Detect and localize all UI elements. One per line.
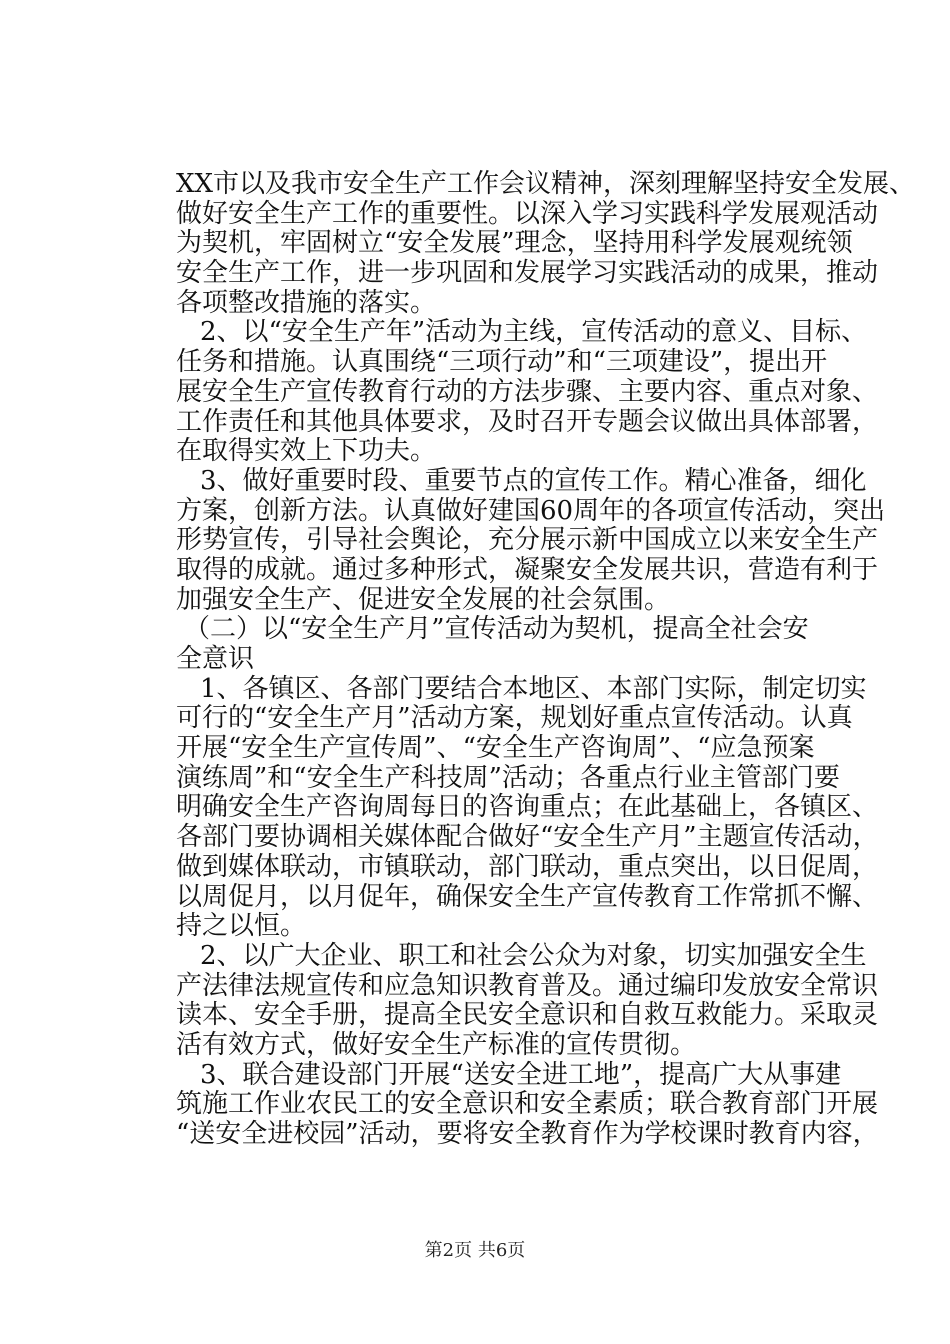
text-line: 在取得实效上下功夫。 bbox=[176, 436, 437, 467]
text-line: 任务和措施。认真围绕“三项行动”和“三项建设”，提出开 bbox=[176, 347, 828, 378]
page-number-footer: 第2页 共6页 bbox=[424, 1240, 526, 1261]
text-line: 展安全生产宣传教育行动的方法步骤、主要内容、重点对象、 bbox=[176, 376, 879, 407]
text-line: 方案，创新方法。认真做好建国60周年的各项宣传活动，突出 bbox=[176, 495, 886, 526]
text-line: 各部门要协调相关媒体配合做好“安全生产月”主题宣传活动， bbox=[176, 822, 879, 853]
text-line: 以周促月，以月促年，确保安全生产宣传教育工作常抓不懈、 bbox=[176, 881, 879, 912]
text-line: XX市以及我市安全生产工作会议精神，深刻理解坚持安全发展、 bbox=[176, 169, 916, 199]
section-heading-continued: 全意识 bbox=[176, 644, 255, 674]
text-line: 读本、安全手册，提高全民安全意识和自救互救能力。采取灵 bbox=[176, 1000, 879, 1031]
text-line: 各项整改措施的落实。 bbox=[176, 287, 437, 318]
text-line: 开展“安全生产宣传周”、“安全生产咨询周”、“应急预案 bbox=[176, 733, 815, 764]
text-line: 演练周”和“安全生产科技周”活动；各重点行业主管部门要 bbox=[176, 762, 840, 793]
text-line: 安全生产工作，进一步巩固和发展学习实践活动的成果，推动 bbox=[176, 258, 879, 289]
text-line: 明确安全生产咨询周每日的咨询重点；在此基础上，各镇区、 bbox=[176, 792, 879, 823]
text-line: 取得的成就。通过多种形式，凝聚安全发展共识，营造有利于 bbox=[176, 554, 879, 585]
paragraph-start-line: 2、以“安全生产年”活动为主线，宣传活动的意义、目标、 bbox=[200, 317, 868, 348]
paragraph-start-line: 3、做好重要时段、重要节点的宣传工作。精心准备，细化 bbox=[200, 465, 867, 496]
paragraph-start-line: 2、以广大企业、职工和社会公众为对象，切实加强安全生 bbox=[200, 940, 867, 971]
paragraph-start-line: 3、联合建设部门开展“送安全进工地”，提高广大从事建 bbox=[200, 1059, 842, 1090]
text-line: 筑施工作业农民工的安全意识和安全素质；联合教育部门开展 bbox=[176, 1089, 879, 1120]
text-line: 做好安全生产工作的重要性。以深入学习实践科学发展观活动 bbox=[176, 198, 879, 229]
text-line: 加强安全生产、促进安全发展的社会氛围。 bbox=[176, 584, 671, 615]
text-line: “送安全进校园”活动，要将安全教育作为学校课时教育内容， bbox=[176, 1119, 879, 1149]
text-line: 为契机，牢固树立“安全发展”理念，坚持用科学发展观统领 bbox=[176, 228, 853, 259]
text-line: 工作责任和其他具体要求，及时召开专题会议做出具体部署， bbox=[176, 406, 879, 437]
text-line: 产法律法规宣传和应急知识教育普及。通过编印发放安全常识 bbox=[176, 970, 879, 1001]
body-text bbox=[176, 169, 916, 1150]
section-heading: （二）以“安全生产月”宣传活动为契机，提高全社会安 bbox=[184, 614, 809, 645]
text-line: 活有效方式，做好安全生产标准的宣传贯彻。 bbox=[176, 1029, 697, 1060]
text-line: 可行的“安全生产月”活动方案，规划好重点宣传活动。认真 bbox=[176, 703, 853, 734]
text-line: 形势宣传，引导社会舆论，充分展示新中国成立以来安全生产 bbox=[176, 525, 879, 556]
text-line: 持之以恒。 bbox=[176, 911, 307, 942]
text-line: 做到媒体联动，市镇联动，部门联动，重点突出，以日促周， bbox=[176, 851, 879, 882]
paragraph-start-line: 1、各镇区、各部门要结合本地区、本部门实际，制定切实 bbox=[200, 673, 867, 704]
